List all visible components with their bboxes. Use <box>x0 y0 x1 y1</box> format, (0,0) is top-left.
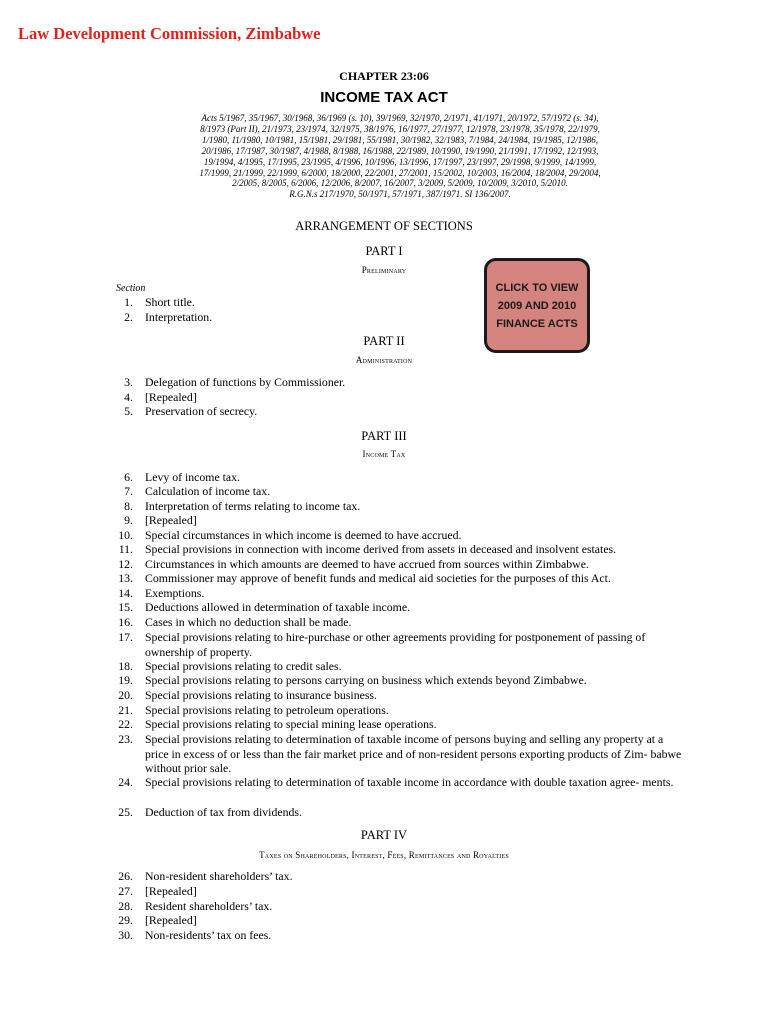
acts-line: 2/2005, 8/2005, 6/2006, 12/2006, 8/2007, 16/2007, 3/2009, 5/2009, 10/2009, 3/2010, 5/2010. <box>232 178 568 189</box>
acts-line: 1/1980, 11/1980, 10/1981, 15/1981, 29/1981, 55/1981, 30/1982, 32/1983, 7/1984, 24/1984, 19/1985, 12/1986, <box>201 134 599 145</box>
part-heading: PART III <box>361 429 407 443</box>
section-title: Special provisions relating to credit sales. <box>145 659 342 673</box>
section-title: Special provisions relating to persons carrying on business which extends beyond Zimbabwe. <box>145 673 587 687</box>
section-number: 22. <box>118 717 133 731</box>
section-title: Interpretation of terms relating to income tax. <box>145 499 361 513</box>
section-number: 16. <box>118 615 133 629</box>
section-title: Non-resident shareholders’ tax. <box>145 869 293 883</box>
section-number: 6. <box>124 470 133 484</box>
part-heading: PART I <box>365 244 403 258</box>
finance-button-label: CLICK TO VIEW 2009 AND 2010 FINANCE ACTS <box>495 281 579 330</box>
section-number: 5. <box>124 404 133 418</box>
acts-line: R.G.N.s 217/1970, 50/1971, 57/1971, 387/1971. SI 136/2007. <box>289 189 511 200</box>
section-number: 24. <box>118 775 133 789</box>
section-title: Interpretation. <box>145 310 213 324</box>
section-number: 23. <box>118 732 133 746</box>
section-number: 8. <box>124 499 133 513</box>
section-number: 26. <box>118 869 133 883</box>
section-title: Deduction of tax from dividends. <box>145 805 302 819</box>
part-heading: PART II <box>363 334 405 348</box>
section-number: 14. <box>118 586 133 600</box>
section-title: Special provisions relating to petroleum operations. <box>145 703 389 717</box>
section-number: 30. <box>118 928 133 942</box>
section-title: [Repealed] <box>145 913 197 927</box>
section-title: [Repealed] <box>145 884 197 898</box>
section-title: Preservation of secrecy. <box>145 404 258 418</box>
amending-acts-list <box>180 113 620 200</box>
acts-line: 19/1994, 4/1995, 17/1995, 23/1995, 4/1996, 10/1996, 13/1996, 17/1997, 23/1997, 29/1998, 9/1999, 14/1999, <box>203 156 597 167</box>
section-title: Special provisions relating to determination of taxable income of persons buying and selling any property at a price in excess of or less than the fair market price and of non-resident persons exporting products of Zim- babwe without prior sale. <box>145 732 682 776</box>
section-number: 20. <box>118 688 133 702</box>
section-title: Deductions allowed in determination of taxable income. <box>145 600 411 614</box>
section-title: Resident shareholders’ tax. <box>145 899 273 913</box>
section-column-label: Section <box>116 283 146 294</box>
section-number: 3. <box>124 375 133 389</box>
section-title: Exemptions. <box>145 586 205 600</box>
section-number: 11. <box>118 542 133 556</box>
section-number: 15. <box>118 600 133 614</box>
acts-line: 8/1973 (Part II), 21/1973, 23/1974, 32/1975, 38/1976, 16/1977, 27/1977, 12/1978, 23/1978, 35/1978, 22/1979, <box>200 123 600 134</box>
part-subtitle: Income Tax <box>362 449 406 459</box>
section-number: 12. <box>118 557 133 571</box>
chapter-heading: CHAPTER 23:06 <box>339 69 429 83</box>
section-title: Special circumstances in which income is deemed to have accrued. <box>145 528 462 542</box>
section-number: 21. <box>118 703 133 717</box>
section-number: 25. <box>118 805 133 819</box>
arrangement-heading: ARRANGEMENT OF SECTIONS <box>295 219 473 233</box>
part-heading: PART IV <box>360 828 408 842</box>
document-header: Law Development Commission, Zimbabwe <box>18 24 321 43</box>
part-subtitle: Taxes on Shareholders, Interest, Fees, Remittances and Royalties <box>259 850 509 860</box>
section-number: 28. <box>118 899 133 913</box>
acts-line: 20/1986, 17/1987, 30/1987, 4/1988, 8/1988, 16/1988, 22/1989, 10/1990, 19/1990, 21/1991, 17/1992, 12/1993, <box>201 145 599 156</box>
section-title: Levy of income tax. <box>145 470 240 484</box>
part-subtitle: Administration <box>355 355 413 365</box>
section-title: Special provisions in connection with income derived from assets in deceased and insolvent estates. <box>145 542 617 556</box>
part-subtitle: Preliminary <box>361 265 407 275</box>
section-number: 18. <box>118 659 133 673</box>
section-number: 1. <box>124 295 133 309</box>
section-number: 9. <box>124 513 133 527</box>
section-title: Short title. <box>145 295 195 309</box>
section-number: 29. <box>118 913 133 927</box>
section-title: Calculation of income tax. <box>145 484 271 498</box>
section-number: 27. <box>118 884 133 898</box>
act-title: INCOME TAX ACT <box>320 89 448 106</box>
section-title: [Repealed] <box>145 390 197 404</box>
section-title: Non-residents’ tax on fees. <box>145 928 272 942</box>
section-title: Commissioner may approve of benefit funds and medical aid societies for the purposes of this Act. <box>145 571 611 585</box>
section-title: Special provisions relating to determination of taxable income in accordance with double taxation agree- ments. <box>145 775 674 789</box>
section-title: Cases in which no deduction shall be made. <box>145 615 352 629</box>
section-number: 10. <box>118 528 133 542</box>
section-number: 17. <box>118 630 133 644</box>
section-title: Delegation of functions by Commissioner. <box>145 375 346 389</box>
section-number: 2. <box>124 310 133 324</box>
section-number: 4. <box>124 390 133 404</box>
section-number: 19. <box>118 673 133 687</box>
acts-line: 17/1999, 21/1999, 22/1999, 6/2000, 18/2000, 22/2001, 27/2001, 15/2002, 10/2003, 16/2004, 18/2004, 29/2004, <box>199 167 601 178</box>
section-title: Circumstances in which amounts are deemed to have accrued from sources within Zimbabwe. <box>145 557 589 571</box>
section-number: 7. <box>124 484 133 498</box>
section-number: 13. <box>118 571 133 585</box>
section-title: Special provisions relating to special mining lease operations. <box>145 717 437 731</box>
section-title: Special provisions relating to insurance business. <box>145 688 377 702</box>
section-title: [Repealed] <box>145 513 197 527</box>
acts-line: Acts 5/1967, 35/1967, 30/1968, 36/1969 (s. 10), 39/1969, 32/1970, 2/1971, 41/1971, 20/1972, 57/1972 (s. 34), <box>201 113 599 123</box>
section-title: Special provisions relating to hire-purchase or other agreements providing for postponement of passing of ownership of property. <box>145 630 646 659</box>
